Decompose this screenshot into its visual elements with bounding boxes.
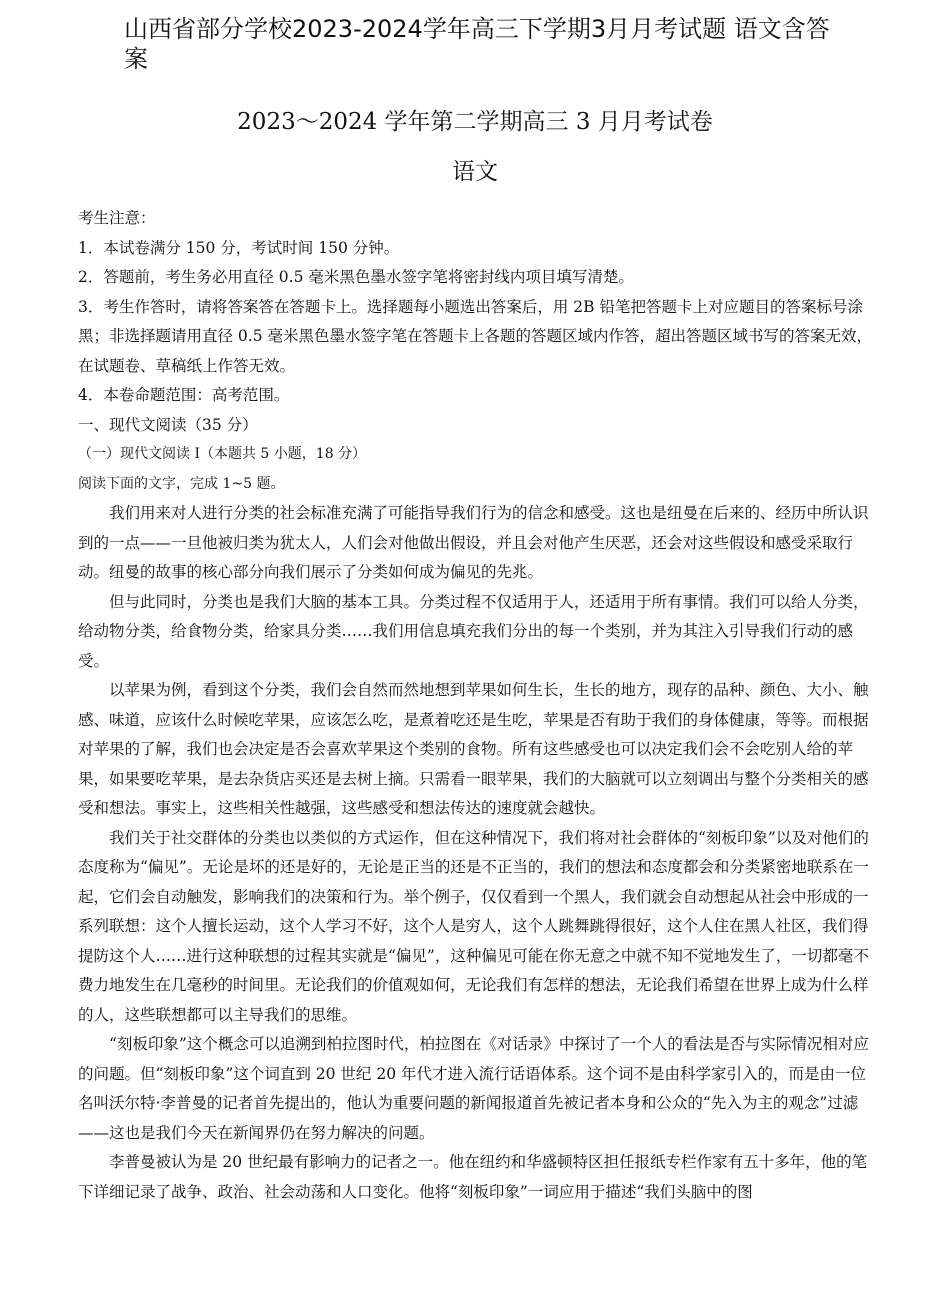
paragraph-3: 以苹果为例，看到这个分类，我们会自然而然地想到苹果如何生长，生长的地方，现存的品种、颜色、大小、触感、味道，应该什么时候吃苹果，应该怎么吃，是煮着吃还是生吃，苹果是否有助于我们的身体健康，等等。而根据对苹果的了解，我们也会决定是否会喜欢苹果这个类别的食物。所有这些感受也可以决定我们会不会吃别人给的苹果，如果要吃苹果，是去杂货店买还是去树上摘。只需看一眼苹果，我们的大脑就可以立刻调出与整个分类相关的感受和想法。事实上，这些相关性越强，这些感受和想法传达的速度就会越快。 — [78, 681, 869, 817]
notice-heading: 考生注意： — [78, 209, 156, 227]
document-title: 山西省部分学校2023-2024学年高三下学期3月月考试题 语文含答案 — [124, 15, 830, 73]
notice-item-1: 1．本试卷满分 150 分，考试时间 150 分钟。 — [78, 238, 400, 257]
paragraph-2: 但与此同时，分类也是我们大脑的基本工具。分类过程不仅适用于人，还适用于所有事情。我们可以给人分类，给动物分类，给食物分类，给家具分类……我们用信息填充我们分出的每一个类别，并为其注入引导我们行动的感受。 — [78, 592, 869, 670]
paragraph-1: 我们用来对人进行分类的社会标准充满了可能指导我们行为的信念和感受。这也是纽曼在后来的、经历中所认识到的一点——一旦他被归类为犹太人，人们会对他做出假设，并且会对他产生厌恶，还会对这些假设和感受采取行动。纽曼的故事的核心部分向我们展示了分类如何成为偏见的先兆。 — [78, 504, 869, 581]
subsection-heading: （一）现代文阅读 I（本题共 5 小题，18 分） — [78, 446, 367, 462]
notice-item-2: 2．答题前，考生务必用直径 0.5 毫米黑色墨水签字笔将密封线内项目填写清楚。 — [78, 268, 634, 286]
section-heading: 一、现代文阅读（35 分） — [78, 415, 258, 434]
paragraph-6: 李普曼被认为是 20 世纪最有影响力的记者之一。他在纽约和华盛顿特区担任报纸专栏作家有五十多年，他的笔下详细记录了战争、政治、社会动荡和人口变化。他将“刻板印象”一词应用于描述“我们头脑中的图 — [78, 1153, 868, 1201]
subject-title: 语文 — [452, 159, 498, 185]
paragraph-4: 我们关于社交群体的分类也以类似的方式运作，但在这种情况下，我们将对社会群体的“刻板印象”以及对他们的态度称为“偏见”。无论是坏的还是好的，无论是正当的还是不正当的，我们的想法和态度都会和分类紧密地联系在一起，它们会自动触发，影响我们的决策和行为。举个例子，仅仅看到一个黑人，我们就会自动想起从社会中形成的一系列联想：这个人擅长运动，这个人学习不好，这个人是穷人，这个人跳舞跳得很好，这个人住在黑人社区，我们得提防这个人……进行这种联想的过程其实就是“偏见”，这种偏见可能在你无意之中就不知不觉地发生了，一切都毫不费力地发生在几毫秒的时间里。无论我们的价值观如何，无论我们有怎样的想法，无论我们希望在世界上成为什么样的人，这些联想都可以主导我们的思维。 — [78, 828, 869, 1024]
paragraph-5: “刻板印象”这个概念可以追溯到柏拉图时代，柏拉图在《对话录》中探讨了一个人的看法是否与实际情况相对应的问题。但“刻板印象”这个词直到 20 世纪 20 年代才进入流行话语体系。这个词不是由科学家引入的，而是由一位名叫沃尔特·李普曼的记者首先提出的，他认为重要问题的新闻报道首先被记者本身和公众的“先入为主的观念”过滤——这也是我们今天在新闻界仍在努力解决的问题。 — [78, 1035, 869, 1142]
reading-instruction: 阅读下面的文字，完成 1~5 题。 — [78, 475, 285, 492]
notice-item-3: 3．考生作答时，请将答案答在答题卡上。选择题每小题选出答案后，用 2B 铅笔把答题卡上对应题目的答案标号涂黑；非选择题请用直径 0.5 毫米黑色墨水签字笔在答题卡上各题的答题区域内作答，超出答题区域书写的答案无效，在试题卷、草稿纸上作答无效。 — [78, 297, 873, 375]
notice-item-4: 4．本卷命题范围：高考范围。 — [78, 386, 290, 404]
document-body — [78, 204, 876, 1207]
exam-title: 2023～2024 学年第二学期高三 3 月月考试卷 — [237, 109, 713, 135]
